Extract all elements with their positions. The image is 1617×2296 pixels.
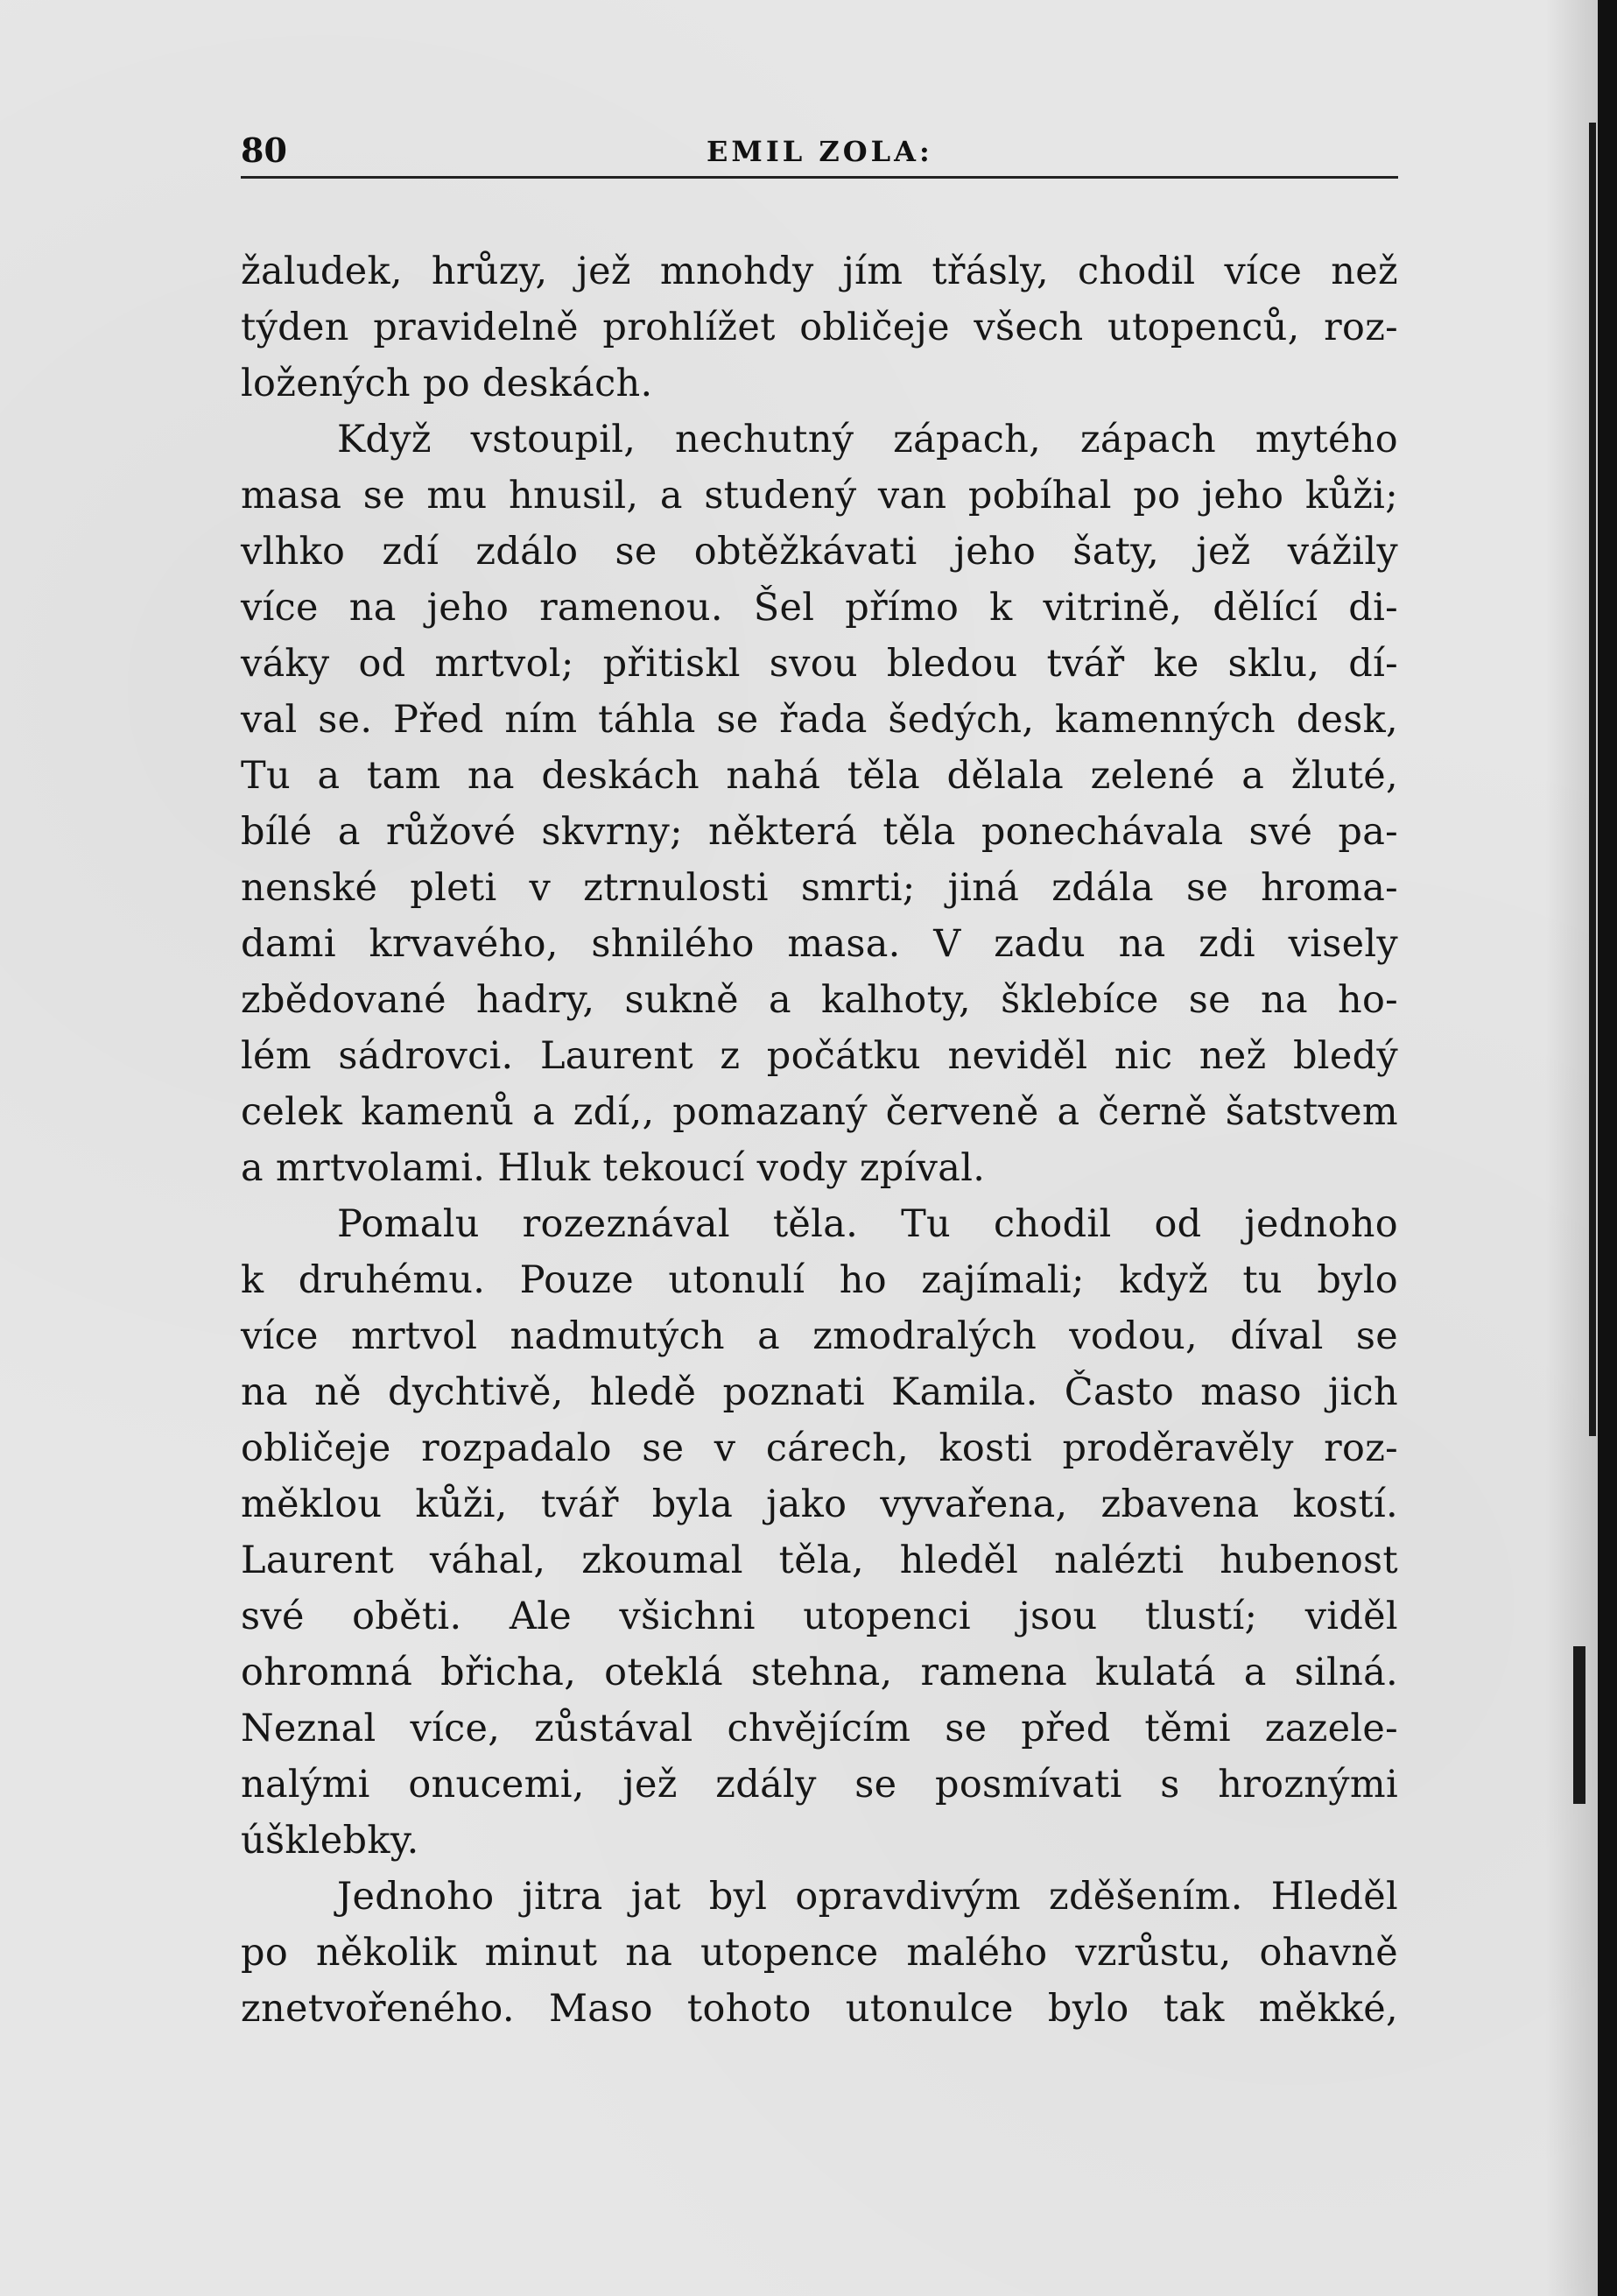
text-line: žaludek, hrůzy, jež mnohdy jím třásly, chodil více než [241,250,1398,293]
text-line: celek kamenů a zdí,, pomazaný červeně a černě šatstvem [241,1090,1398,1134]
running-head: EMIL ZOLA: [707,135,933,168]
text-line: týden pravidelně prohlížet obličeje všech utopenců, roz- [241,306,1398,349]
text-line: val se. Před ním táhla se řada šedých, kamenných desk, [241,698,1398,742]
text-line: na ně dychtivě, hledě poznati Kamila. Často maso jich [241,1370,1398,1414]
page-number: 80 [241,130,287,170]
text-line: vlhko zdí zdálo se obtěžkávati jeho šaty, jež vážily [241,530,1398,574]
text-line: více na jeho ramenou. Šel přímo k vitrině, dělící di- [241,586,1398,630]
text-line: bílé a růžové skvrny; některá těla ponechávala své pa- [241,810,1398,854]
page-header [241,130,1398,179]
text-line: ložených po deskách. [241,362,653,405]
text-line: Laurent váhal, zkoumal těla, hleděl nalézti hubenost [241,1539,1398,1582]
text-line: obličeje rozpadalo se v cárech, kosti proděravěly roz- [241,1426,1398,1470]
text-line: nenské pleti v ztrnulosti smrti; jiná zdála se hroma- [241,866,1398,910]
text-line: úšklebky. [241,1819,419,1863]
text-line: a mrtvolami. Hluk tekoucí vody zpíval. [241,1146,986,1190]
text-line: Jednoho jitra jat byl opravdivým zděšením. Hleděl [337,1875,1398,1919]
book-binding-edge [1598,0,1617,2296]
text-line: po několik minut na utopence malého vzrůstu, ohavně [241,1931,1398,1975]
text-line: znetvořeného. Maso tohoto utonulce bylo tak měkké, [241,1987,1398,2031]
text-line: zbědované hadry, sukně a kalhoty, šklebíce se na ho- [241,978,1398,1022]
text-line: měklou kůži, tvář byla jako vyvařena, zbavena kostí. [241,1483,1398,1526]
text-line: k druhému. Pouze utonulí ho zajímali; když tu bylo [241,1258,1398,1302]
text-line: Neznal více, zůstával chvějícím se před těmi zazele- [241,1707,1398,1750]
text-line: dami krvavého, shnilého masa. V zadu na zdi visely [241,922,1398,966]
text-line: váky od mrtvol; přitiskl svou bledou tvář ke sklu, dí- [241,642,1398,686]
text-line: nalými onucemi, jež zdály se posmívati s hroznými [241,1763,1398,1807]
text-line: Pomalu rozeznával těla. Tu chodil od jednoho [337,1202,1398,1246]
text-line: lém sádrovci. Laurent z počátku neviděl nic než bledý [241,1034,1398,1078]
text-line: ohromná břicha, oteklá stehna, ramena kulatá a silná. [241,1651,1398,1694]
text-line: Když vstoupil, nechutný zápach, zápach mytého [337,418,1398,461]
text-line: masa se mu hnusil, a studený van pobíhal po jeho kůži; [241,474,1398,518]
text-line: své oběti. Ale všichni utopenci jsou tlustí; viděl [241,1595,1398,1638]
header-rule [241,176,1398,179]
text-line: Tu a tam na deskách nahá těla dělala zelené a žluté, [241,754,1398,798]
body-text [241,243,1398,2037]
binding-mark [1573,1646,1585,1804]
binding-mark [1589,123,1596,1436]
text-line: více mrtvol nadmutých a zmodralých vodou, díval se [241,1314,1398,1358]
